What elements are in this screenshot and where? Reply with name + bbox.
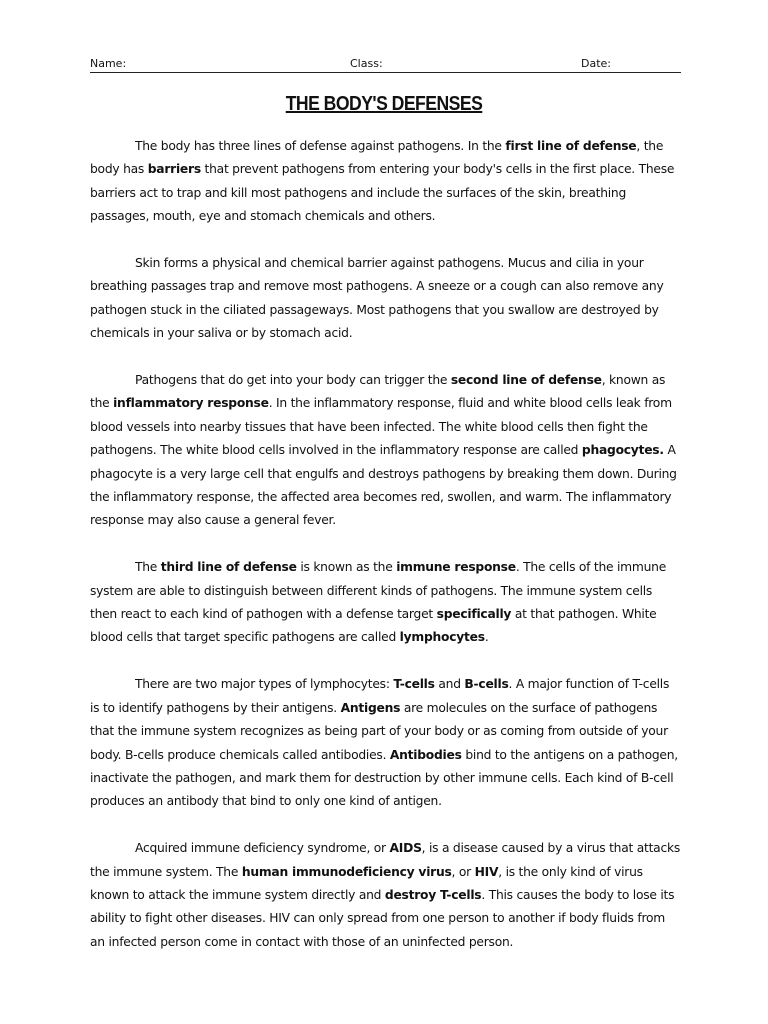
bold-term: specifically — [436, 607, 512, 622]
text-run: . In the inflammatory response, fluid and white blood cells leak from blood vessels into nearby tissues that have been infected. The white blood cells then fight the pathogens. The white blood cells involved in the inflammatory response are called — [90, 396, 672, 458]
paragraph-skin-barrier — [90, 252, 681, 346]
student-info-header — [90, 56, 681, 73]
text-run: The body has three lines of defense against pathogens. In the — [135, 139, 506, 153]
text-run: , known as the — [90, 373, 666, 411]
date-label: Date: — [581, 57, 611, 70]
text-run: are molecules on the surface of pathogens that the immune system recognizes as being part of your body or as coming from outside of your body. B-cells produce chemicals called antibodies. — [90, 700, 668, 762]
name-label: Name: — [90, 57, 127, 70]
text-run: There are two major types of lymphocytes: — [135, 677, 394, 692]
text-run: , is the only kind of virus known to attack the immune system directly and — [90, 864, 643, 902]
bold-term: inflammatory response — [113, 396, 269, 411]
bold-term: lymphocytes — [399, 630, 485, 645]
bold-term: destroy T-cells — [384, 887, 482, 902]
text-run: is known as the — [296, 560, 397, 575]
text-run: . This causes the body to lose its ability to fight other diseases. HIV can only spread from one person to another if body fluids from an infected person come in contact with those of an uninfected person. — [90, 887, 675, 949]
text-run: bind to the antigens on a pathogen, inactivate the pathogen, and mark them for destruction by other immune cells. Each kind of B-cell produces an antibody that bind to only one kind of antigen. — [90, 747, 678, 809]
paragraph-aids-hiv — [90, 837, 681, 954]
bold-term: phagocytes. — [581, 443, 664, 458]
text-run: Pathogens that do get into your body can trigger the — [135, 373, 451, 388]
paragraph-third-line-of-defense — [90, 556, 681, 650]
text-run: . — [484, 630, 489, 645]
document-body — [90, 135, 681, 978]
text-run: . A major function of T-cells is to identify pathogens by their antigens. — [90, 677, 670, 715]
bold-term: first line of defense — [505, 139, 637, 153]
text-run: , or — [451, 864, 475, 879]
class-label: Class: — [350, 57, 383, 70]
text-run: . The cells of the immune system are able to distinguish between different kinds of pathogens. The immune system cells then react to each kind of pathogen with a defense target — [90, 560, 667, 622]
text-run: Skin forms a physical and chemical barrier against pathogens. Mucus and cilia in your breathing passages trap and remove most pathogens. A sneeze or a cough can also remove any pathogen stuck in the ciliated passageways. Most pathogens that you swallow are destroyed by chemicals in your saliva or by stomach acid. — [90, 256, 664, 341]
text-run: A phagocyte is a very large cell that engulfs and destroys pathogens by breaking them down. During the inflammatory response, the affected area becomes red, swollen, and warm. The inflammatory response may also cause a general fever. — [90, 443, 677, 528]
paragraph-second-line-of-defense — [90, 369, 681, 533]
text-run: The — [135, 560, 161, 575]
bold-term: Antigens — [340, 700, 401, 715]
bold-term: second line of defense — [450, 373, 602, 388]
bold-term: HIV — [474, 864, 499, 879]
paragraph-lymphocytes — [90, 673, 681, 813]
text-run: and — [434, 677, 465, 692]
bold-term: human immunodeficiency virus — [241, 864, 452, 879]
bold-term: Antibodies — [389, 747, 462, 762]
bold-term: AIDS — [389, 841, 422, 856]
bold-term: T-cells — [393, 677, 435, 692]
bold-term: immune response — [396, 560, 516, 575]
bold-term: barriers — [147, 162, 201, 177]
text-run: Acquired immune deficiency syndrome, or — [135, 841, 390, 856]
paragraph-first-line-of-defense — [90, 135, 681, 229]
text-run: , is a disease caused by a virus that attacks the immune system. The — [90, 841, 680, 879]
text-run: , the body has — [90, 139, 664, 177]
bold-term: B-cells — [464, 677, 509, 692]
bold-term: third line of defense — [160, 560, 297, 575]
text-run: that prevent pathogens from entering your body's cells in the first place. These barriers act to trap and kill most pathogens and include the surfaces of the skin, breathing passages, mouth, eye and stomach chemicals and others. — [90, 162, 675, 224]
text-run: at that pathogen. White blood cells that target specific pathogens are called — [90, 607, 657, 645]
page-title: THE BODY'S DEFENSES — [285, 93, 483, 115]
